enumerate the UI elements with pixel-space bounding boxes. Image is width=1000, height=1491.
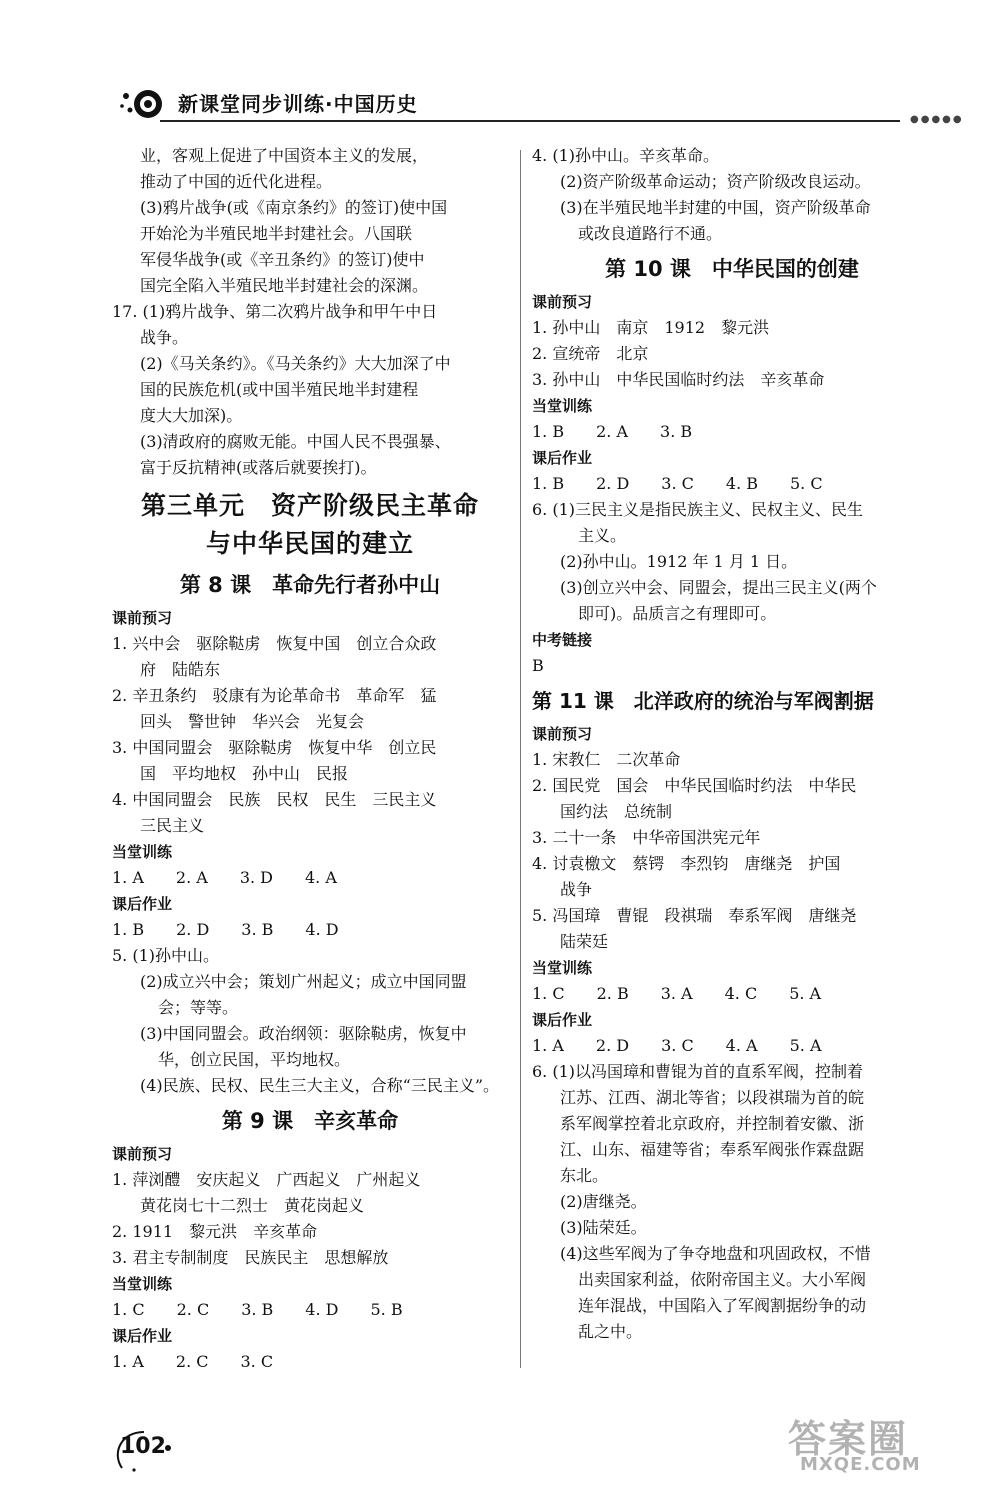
answer-line: 国的民族危机(或中国半殖民地半封建程 (140, 380, 419, 399)
header-rule (160, 120, 900, 122)
header-title: 新课堂同步训练·中国历史 (178, 92, 418, 116)
answer-line: (4)民族、民权、民生三大主义，合称“三民主义”。 (140, 1076, 500, 1095)
answer-line: 2. 宣统帝 北京 (532, 344, 649, 363)
answer-line: 华，创立民国，平均地权。 (158, 1050, 351, 1069)
book-logo-icon (118, 84, 168, 122)
answer-line: (2)成立兴中会；策划广州起义；成立中国同盟 (140, 972, 467, 991)
answer-line: 5. 冯国璋 曹锟 段祺瑞 奉系军阀 唐继尧 (532, 906, 857, 925)
answer-line: 东北。 (560, 1166, 609, 1185)
answer-line: 江、山东、福建等省；奉系军阀张作霖盘踞 (560, 1140, 865, 1159)
answer-line: 推动了中国的近代化进程。 (140, 172, 333, 191)
answer-line: 陆荣廷 (560, 932, 609, 951)
unit-title-line2: 与中华民国的建立 (205, 529, 414, 558)
answer-line: (2)唐继尧。 (560, 1192, 647, 1211)
answer-line: 2. 国民党 国会 中华民国临时约法 中华民 (532, 776, 857, 795)
section-heading: 当堂训练 (112, 1275, 173, 1293)
right-column (532, 143, 932, 1345)
answer-line: (3)中国同盟会。政治纲领：驱除鞑虏，恢复中 (140, 1024, 467, 1043)
answer-line: (2)孙中山。1912 年 1 月 1 日。 (560, 552, 798, 571)
answer-line: 6. (1)三民主义是指民族主义、民权主义、民生 (532, 500, 864, 519)
section-heading: 课后作业 (532, 449, 593, 467)
lesson-8-title: 第 8 课 革命先行者孙中山 (179, 573, 441, 597)
header-dots: ●●●●● (910, 114, 964, 125)
section-heading: 当堂训练 (112, 843, 173, 861)
section-heading: 课后作业 (112, 895, 173, 913)
answer-line: 1. B 2. D 3. C 4. B 5. C (532, 474, 823, 493)
answer-line: 4. 讨袁檄文 蔡锷 李烈钧 唐继尧 护国 (532, 854, 841, 873)
section-heading: 课后作业 (532, 1011, 593, 1029)
watermark-logo-text: 答案圈 (788, 1417, 909, 1461)
answer-line: 3. 二十一条 中华帝国洪宪元年 (532, 828, 761, 847)
answer-line: (4)这些军阀为了争夺地盘和巩固政权，不惜 (560, 1244, 871, 1263)
section-heading: 当堂训练 (532, 959, 593, 977)
section-heading: 中考链接 (532, 631, 593, 649)
answer-line: 三民主义 (140, 816, 205, 835)
page-number-text: 102 (120, 1434, 166, 1459)
section-heading: 课后作业 (112, 1327, 173, 1345)
answer-line: 4. (1)孙中山。辛亥革命。 (532, 146, 720, 165)
section-heading: 课前预习 (112, 1145, 173, 1163)
answer-line: 4. 中国同盟会 民族 民权 民生 三民主义 (112, 790, 437, 809)
answer-line: 17. (1)鸦片战争、第二次鸦片战争和甲午中日 (112, 302, 438, 321)
lesson-9-title: 第 9 课 辛亥革命 (221, 1109, 399, 1133)
answer-line: 5. (1)孙中山。 (112, 946, 220, 965)
left-column (112, 143, 508, 1375)
answer-line: 2. 辛丑条约 驳康有为论革命书 革命军 猛 (112, 686, 437, 705)
answer-line: 战争 (560, 880, 593, 899)
answer-line: 1. 孙中山 南京 1912 黎元洪 (532, 318, 770, 337)
answer-line: (2)资产阶级革命运动；资产阶级改良运动。 (560, 172, 871, 191)
answer-line: 开始沦为半殖民地半封建社会。八国联 (140, 224, 413, 243)
lesson-10-title: 第 10 课 中华民国的创建 (605, 257, 859, 281)
page-number (114, 1428, 174, 1468)
column-divider (520, 150, 521, 1368)
answer-line: 业，客观上促进了中国资本主义的发展， (140, 146, 429, 165)
answer-line: 2. 1911 黎元洪 辛亥革命 (112, 1222, 318, 1241)
answer-line: 1. B 2. D 3. B 4. D (112, 920, 339, 939)
answer-line: 乱之中。 (578, 1322, 643, 1341)
answer-line: 会；等等。 (158, 998, 239, 1017)
answer-line: 1. B 2. A 3. B (532, 422, 693, 441)
answer-line: (3)创立兴中会、同盟会，提出三民主义(两个 (560, 578, 877, 597)
answer-line: 1. C 2. C 3. B 4. D 5. B (112, 1300, 403, 1319)
unit-title-line1: 第三单元 资产阶级民主革命 (140, 491, 479, 520)
page-header (110, 76, 964, 126)
answer-line: (2)《马关条约》。《马关条约》大大加深了中 (140, 354, 451, 373)
section-heading: 当堂训练 (532, 397, 593, 415)
answer-line: 1. 宋教仁 二次革命 (532, 750, 681, 769)
answer-line: 富于反抗精神(或落后就要挨打)。 (140, 458, 377, 477)
watermark (780, 1408, 980, 1484)
answer-line: 黄花岗七十二烈士 黄花岗起义 (140, 1196, 365, 1215)
answer-line: (3)陆荣廷。 (560, 1218, 647, 1237)
answer-line: 即可)。品质言之有理即可。 (578, 604, 777, 623)
answer-line: 出卖国家利益，依附帝国主义。大小军阀 (578, 1270, 867, 1289)
answer-line: 3. 君主专制制度 民族民主 思想解放 (112, 1248, 389, 1267)
answer-line: 1. A 2. C 3. C (112, 1352, 274, 1371)
answer-line: 系军阀掌控着北京政府，并控制着安徽、浙 (560, 1114, 865, 1133)
watermark-url-text: MXQE.COM (800, 1454, 921, 1475)
answer-line: (3)清政府的腐败无能。中国人民不畏强暴、 (140, 432, 451, 451)
answer-line: 1. 兴中会 驱除鞑虏 恢复中国 创立合众政 (112, 634, 437, 653)
answer-line: 江苏、江西、湖北等省；以段祺瑞为首的皖 (560, 1088, 865, 1107)
section-heading: 课前预习 (532, 293, 593, 311)
answer-line: 回头 警世钟 华兴会 光复会 (140, 712, 365, 731)
answer-line: 1. 萍浏醴 安庆起义 广西起义 广州起义 (112, 1170, 421, 1189)
answer-line: 6. (1)以冯国璋和曹锟为首的直系军阀，控制着 (532, 1062, 864, 1081)
answer-line: 国完全陷入半殖民地半封建社会的深渊。 (140, 276, 429, 295)
answer-line: 国 平均地权 孙中山 民报 (140, 764, 349, 783)
section-heading: 课前预习 (532, 725, 593, 743)
answer-line: 1. A 2. D 3. C 4. A 5. A (532, 1036, 822, 1055)
answer-line: (3)在半殖民地半封建的中国，资产阶级革命 (560, 198, 871, 217)
answer-line: 连年混战，中国陷入了军阀割据纷争的动 (578, 1296, 867, 1315)
answer-line: 府 陆皓东 (140, 660, 221, 679)
answer-line: 战争。 (140, 328, 189, 347)
answer-line: 3. 孙中山 中华民国临时约法 辛亥革命 (532, 370, 825, 389)
answer-line: (3)鸦片战争(或《南京条约》的签订)使中国 (140, 198, 448, 217)
answer-line: 3. 中国同盟会 驱除鞑虏 恢复中华 创立民 (112, 738, 437, 757)
answer-line: 度大大加深)。 (140, 406, 243, 425)
answer-line: 1. C 2. B 3. A 4. C 5. A (532, 984, 822, 1003)
answer-line: B (532, 656, 544, 675)
lesson-11-title: 第 11 课 北洋政府的统治与军阀割据 (532, 689, 874, 713)
answer-line: 或改良道路行不通。 (578, 224, 723, 243)
answer-line: 国约法 总统制 (560, 802, 673, 821)
answer-line: 1. A 2. A 3. D 4. A (112, 868, 337, 887)
answer-line: 军侵华战争(或《辛丑条约》的签订)使中 (140, 250, 425, 269)
answer-line: 主义。 (578, 526, 627, 545)
section-heading: 课前预习 (112, 609, 173, 627)
